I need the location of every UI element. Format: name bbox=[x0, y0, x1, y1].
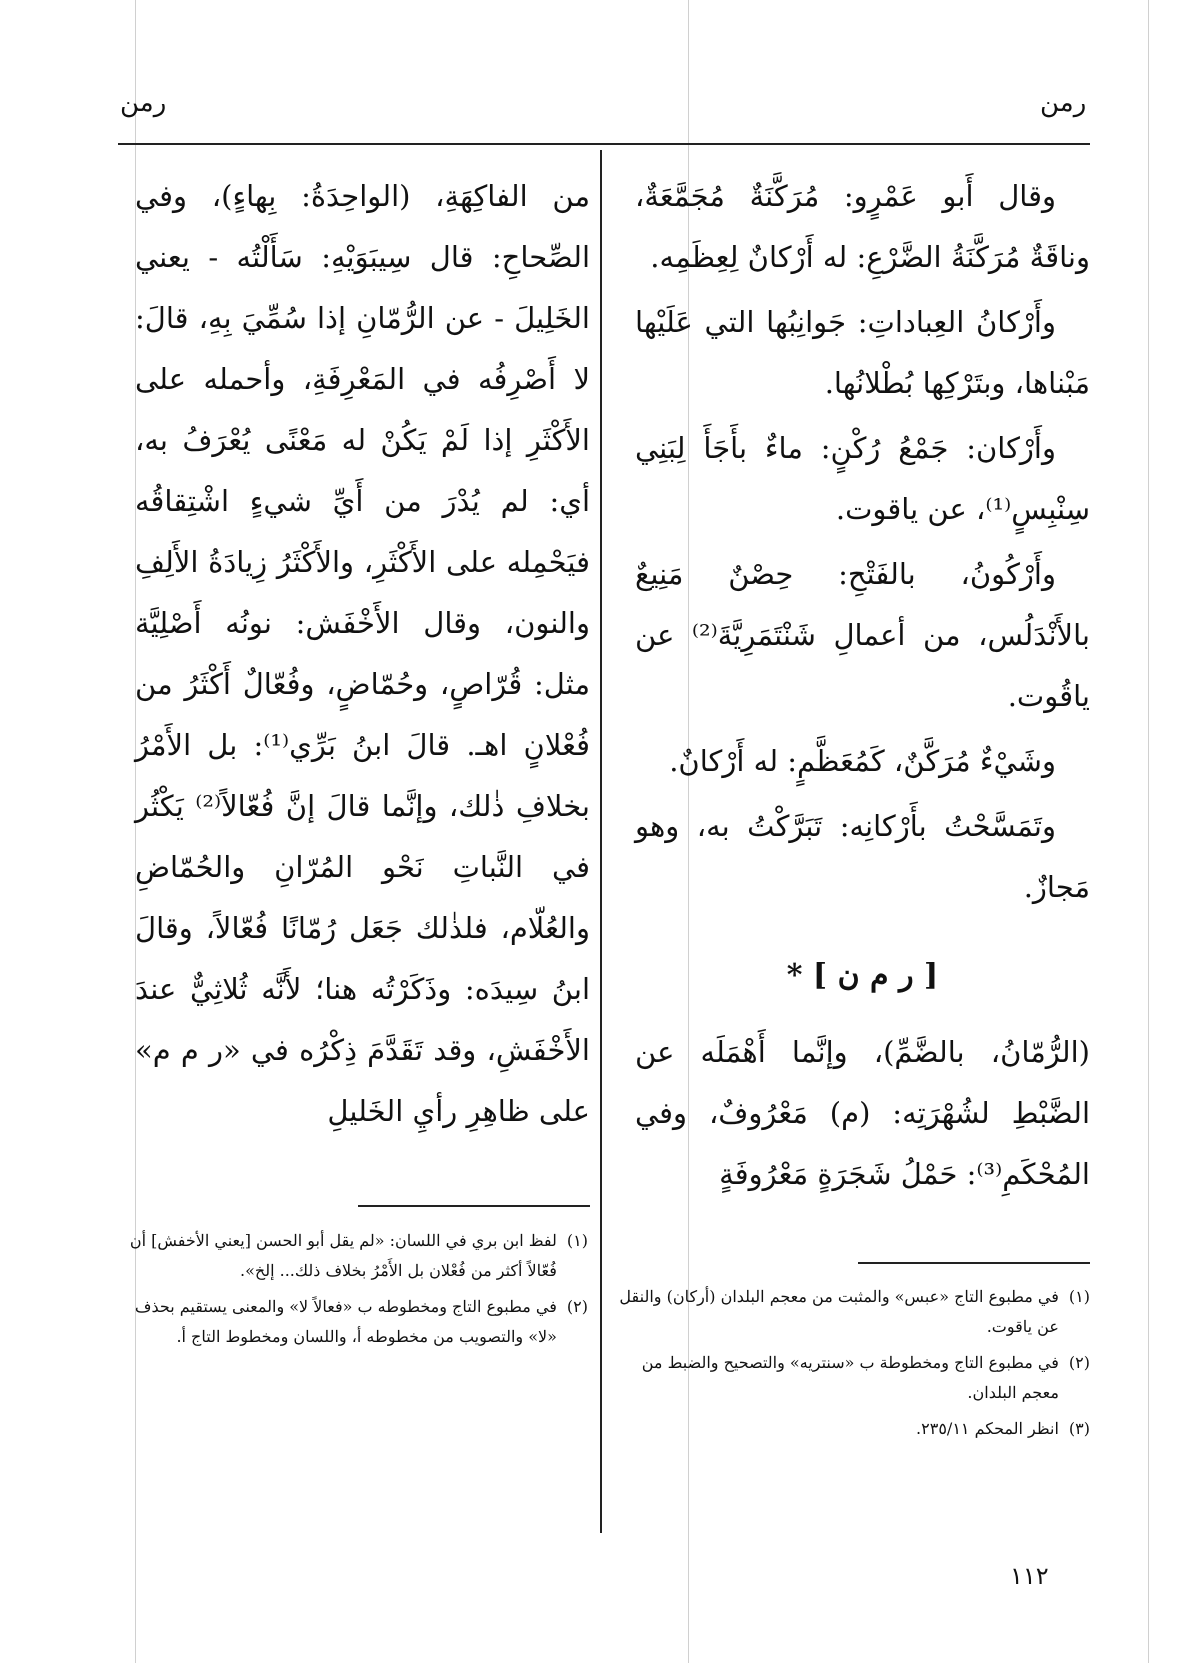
header-rule bbox=[118, 143, 1090, 145]
paragraph: وتَمَسَّحْتُ بأَرْكانِه: تَبَرَّكْتُ به، وهو مَجازٌ. bbox=[635, 809, 1090, 904]
entry-heading: [ ر م ن ] * bbox=[786, 958, 939, 993]
footnote bbox=[612, 1348, 1090, 1408]
paragraph: وأَرْكانُ العِباداتِ: جَوانِبُها التي عَلَيْها مَبْناها، وبتَرْكِها بُطْلانُها. bbox=[635, 305, 1090, 400]
footnote-number: (٢) bbox=[566, 1297, 588, 1316]
footnote-text: انظر المحكم ٢٣٥/١١. bbox=[916, 1419, 1059, 1438]
footnote bbox=[118, 1226, 588, 1286]
footnote-text: في مطبوع التاج ومخطوطه ب «فعالاً لا» والمعنى يستقيم بحذف «لا» والتصويب من مخطوطه أ، واللسان ومخطوط التاج أ. bbox=[134, 1297, 557, 1346]
footnote-number: (١) bbox=[1068, 1287, 1090, 1306]
column-divider bbox=[600, 150, 602, 1533]
paragraph: (الرُّمّانُ، بالضَّمِّ)، وإنَّما أَهْمَلَه عن الضَّبْطِ لشُهْرَتِه: (م) مَعْرُوفٌ، وفي المُحْكَمِ⁽³⁾: حَمْلُ شَجَرَةٍ مَعْرُوفَةٍ bbox=[635, 1035, 1090, 1191]
paragraph: من الفاكِهَةِ، (الواحِدَةُ: بِهاءٍ)، وفي الصِّحاحِ: قال سِيبَوَيْهِ: سَأَلْتُه - يعني الخَلِيلَ - عن الرُّمّانِ إذا سُمِّيَ بِهِ، قالَ: لا أَصْرِفُه في المَعْرِفَةِ، وأحمله على الأَكْثَرِ إذا لَمْ يَكُنْ له مَعْنًى يُعْرَفُ به، أي: لم يُدْرَ من أَيِّ شيءٍ اشْتِقاقُه فيَحْمِله على الأَكْثَرِ، والأَكْثَرُ زِيادَةُ الأَلِفِ والنون، وقال الأَخْفَش: نونُه أَصْلِيَّة مثل: قُرّاصٍ، وحُمّاضٍ، وفُعّالٌ أَكْثَرُ من فُعْلانٍ اهـ. قالَ ابنُ بَرِّي⁽¹⁾: بل الأَمْرُ بخلافِ ذٰلك، وإنَّما قالَ إنَّ فُعّالاً⁽²⁾ يَكْثُر في النَّباتِ نَحْو المُرّانِ والحُمّاضِ والعُلّام، فلذٰلك جَعَل رُمّانًا فُعّالاً، وقالَ ابنُ سِيدَه: وذَكَرْتُه هنا؛ لأَنَّه ثُلاثِيٌّ عندَ الأَخْفَشِ، وقد تَقَدَّمَ ذِكْرُه في «ر م م» على ظاهِرِ رأيِ الخَليلِ bbox=[135, 179, 590, 1128]
footnote-text: في مطبوع التاج ومخطوطة ب «سنتريه» والتصحيح والضبط من معجم البلدان. bbox=[641, 1353, 1059, 1402]
running-head-left: رمن bbox=[120, 88, 167, 118]
paragraph: وأَرْكان: جَمْعُ رُكْنٍ: ماءٌ بأَجَأَ لِبَنِي سِنْبِسٍ⁽¹⁾، عن ياقوت. bbox=[635, 431, 1090, 526]
paragraph: وقال أَبو عَمْرٍو: مُرَكَّنَةٌ مُجَمَّعَةٌ، وناقَةٌ مُرَكَّنَةُ الضَّرْعِ: له أَرْكانٌ لِعِظَمِه. bbox=[635, 179, 1090, 274]
footnote-number: (٢) bbox=[1068, 1353, 1090, 1372]
footnotes-left bbox=[118, 1226, 588, 1358]
footnote-text: في مطبوع التاج «عبس» والمثبت من معجم البلدان (أركان) والنقل عن ياقوت. bbox=[619, 1287, 1059, 1336]
scan-artifact-line bbox=[1148, 0, 1149, 1663]
footnote-rule-left bbox=[358, 1205, 590, 1207]
paragraph: وأَرْكُونُ، بالفَتْحِ: حِصْنٌ مَنِيعٌ بالأَنْدَلُس، من أعمالِ شَنْتَمَرِيَّةَ⁽²⁾ عن ياقُوت. bbox=[635, 557, 1090, 713]
left-column bbox=[135, 166, 590, 1142]
right-column bbox=[635, 166, 1090, 1205]
footnote bbox=[612, 1414, 1090, 1444]
paragraph: وشَيْءٌ مُرَكَّنٌ، كَمُعَظَّمٍ: له أَرْكانٌ. bbox=[669, 744, 1056, 778]
footnote-text: لفظ ابن بري في اللسان: «لم يقل أبو الحسن [يعني الأخفش] أن فُعّالاً أكثر من فُعْلان بل الأَمْرُ بخلاف ذلك... إلخ». bbox=[129, 1231, 557, 1280]
footnote bbox=[118, 1292, 588, 1352]
footnote-number: (٣) bbox=[1068, 1419, 1090, 1438]
footnotes-right bbox=[612, 1282, 1090, 1450]
footnote-rule-right bbox=[858, 1262, 1090, 1264]
footnote bbox=[612, 1282, 1090, 1342]
footnote-number: (١) bbox=[566, 1231, 588, 1250]
page-number: ١١٢ bbox=[1010, 1562, 1049, 1590]
running-head-right: رمن bbox=[1040, 88, 1087, 118]
